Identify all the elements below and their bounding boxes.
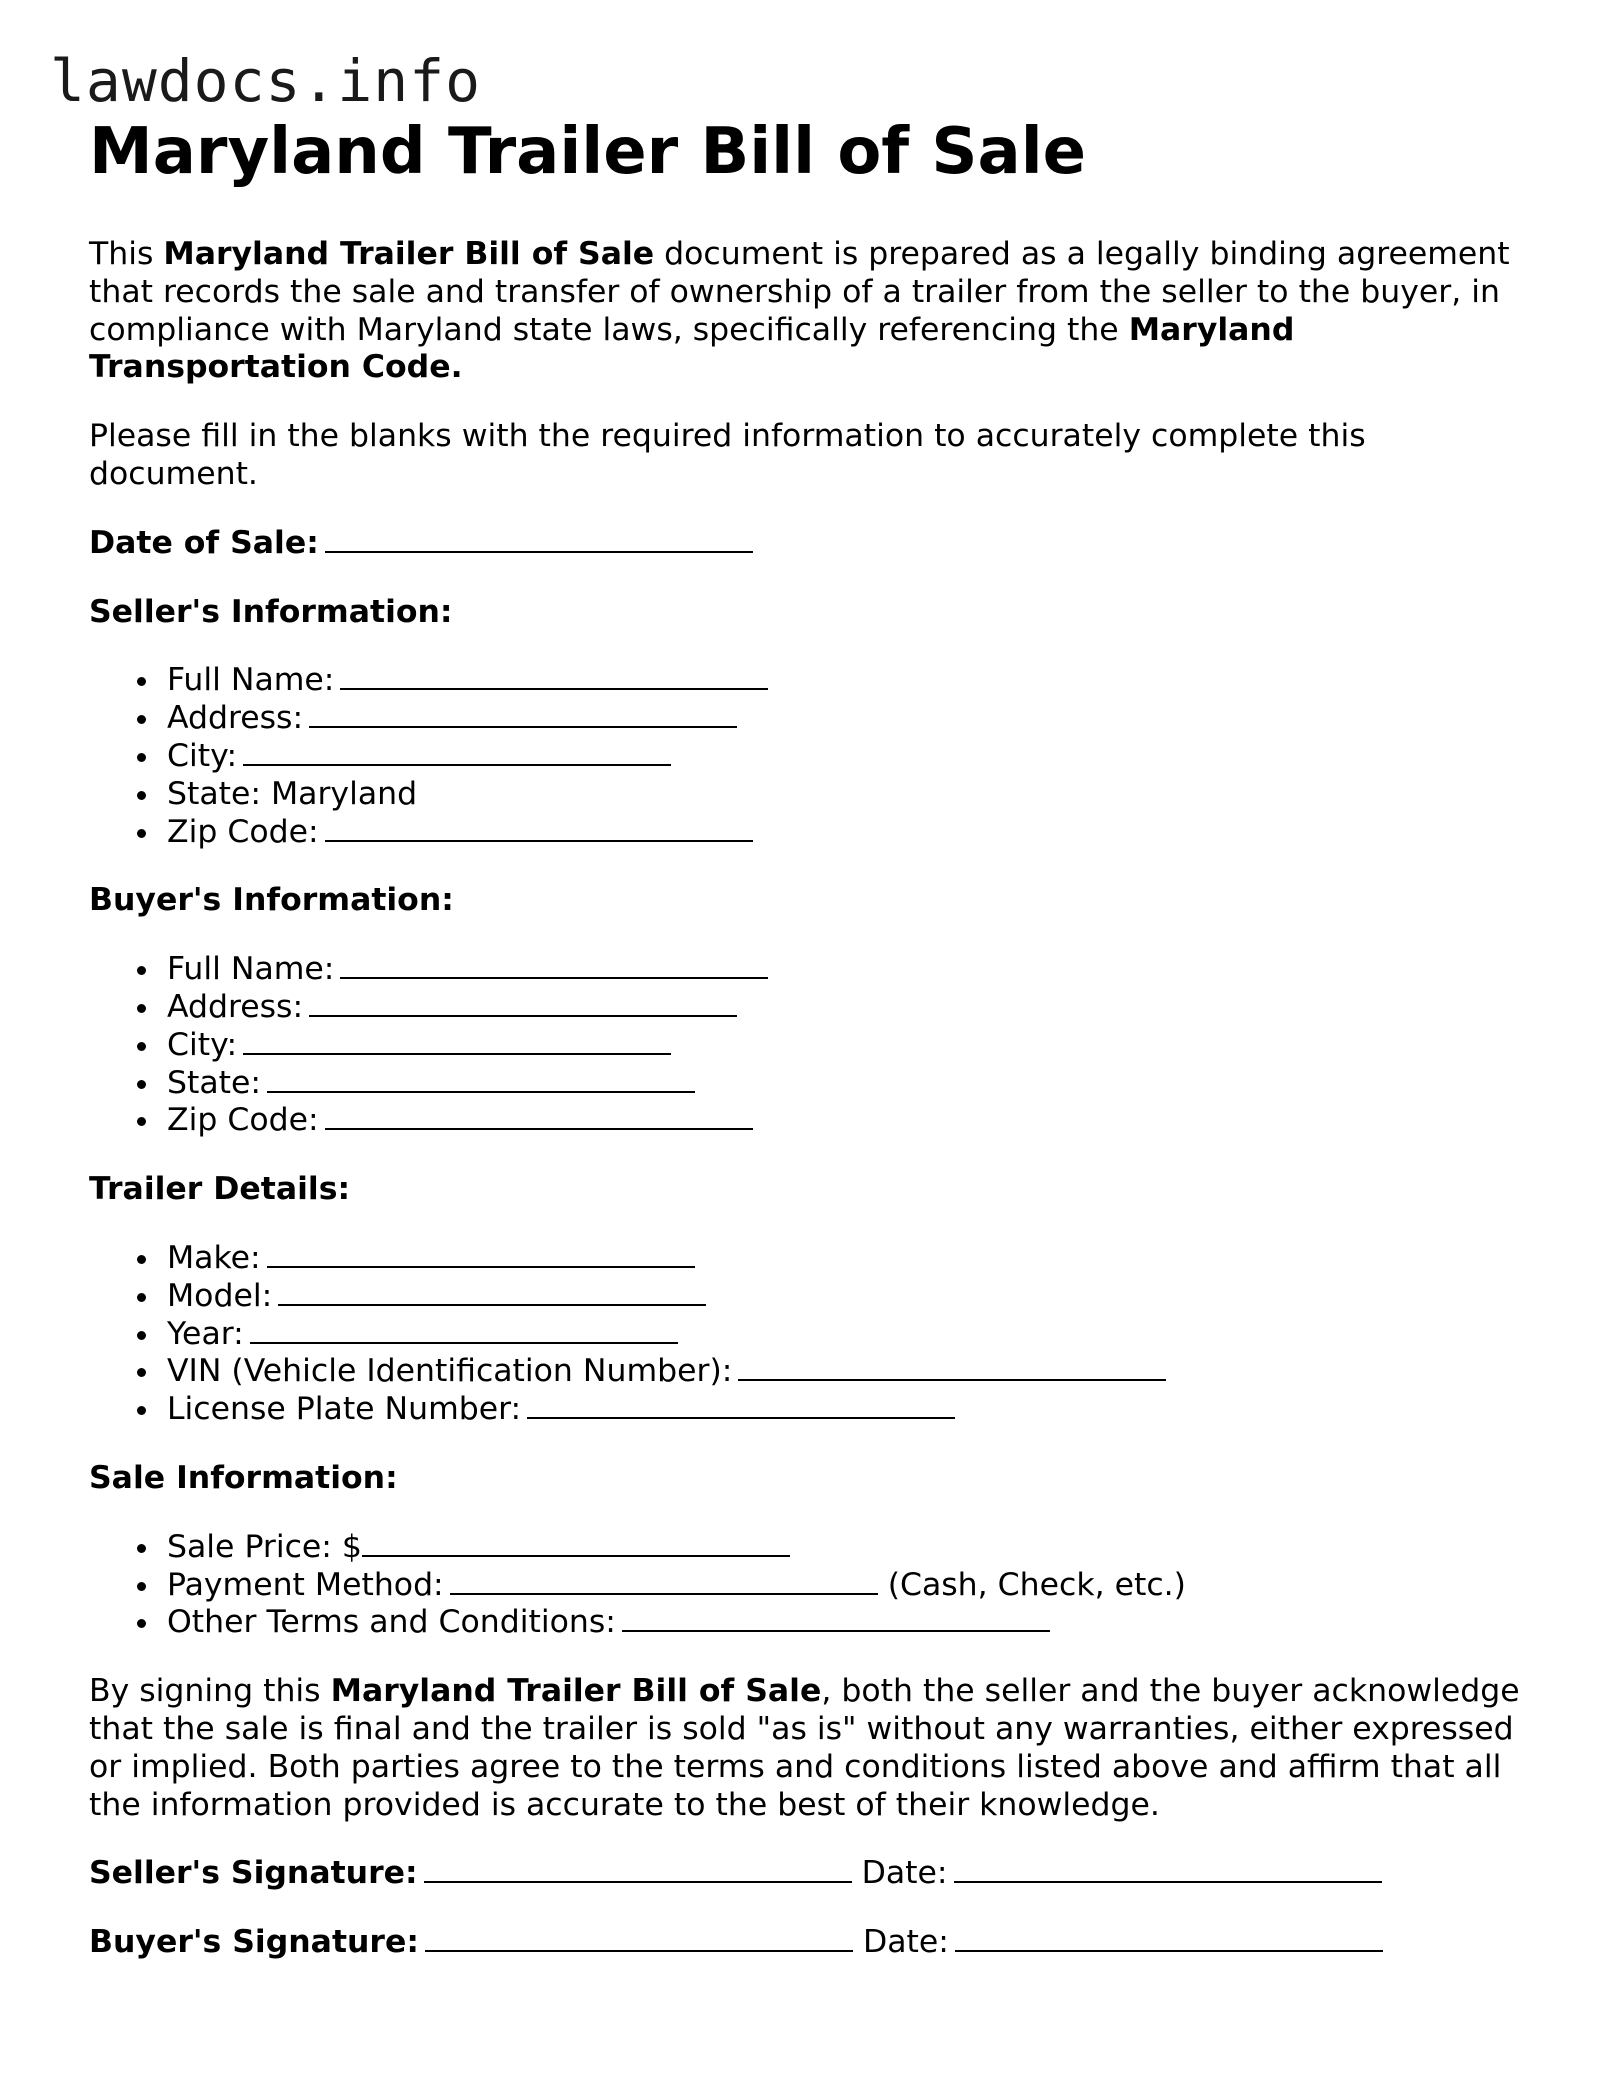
trailer-plate-label: License Plate Number: (167, 1391, 522, 1428)
trailer-plate-field[interactable] (527, 1391, 955, 1419)
intro-prefix: This (89, 236, 164, 272)
seller-full-name-label: Full Name: (167, 662, 335, 699)
trailer-year-label: Year: (167, 1315, 244, 1352)
trailer-list (89, 1240, 1529, 1429)
list-item (167, 1567, 1529, 1605)
seller-signature-label: Seller's Signature: (89, 1855, 418, 1892)
date-of-sale-label: Date of Sale: (89, 524, 319, 561)
buyer-zip-field[interactable] (325, 1102, 753, 1130)
payment-method-label: Payment Method: (167, 1566, 444, 1603)
buyer-state-field[interactable] (267, 1065, 695, 1093)
list-item (167, 951, 1529, 989)
payment-method-hint: (Cash, Check, etc.) (887, 1566, 1186, 1603)
intro-bold-code: Maryland Transportation Code. (89, 311, 1295, 386)
buyer-address-label: Address: (167, 988, 304, 1025)
seller-list (89, 662, 1529, 851)
sale-price-label: Sale Price: $ (167, 1528, 362, 1565)
seller-state-value: State: Maryland (167, 775, 418, 812)
seller-full-name-field[interactable] (340, 662, 768, 690)
trailer-vin-field[interactable] (738, 1353, 1166, 1381)
intro-bold-doc-name: Maryland Trailer Bill of Sale (163, 236, 655, 272)
seller-heading: Seller's Information: (89, 593, 453, 630)
payment-method-field[interactable] (450, 1567, 878, 1595)
buyer-city-label: City: (167, 1026, 238, 1063)
document (89, 112, 1529, 1962)
list-item (167, 1529, 1529, 1567)
list-item (167, 1102, 1529, 1140)
other-terms-label: Other Terms and Conditions: (167, 1604, 616, 1641)
seller-signature-field[interactable] (424, 1855, 852, 1883)
list-item (167, 989, 1529, 1027)
seller-zip-label: Zip Code: (167, 813, 319, 850)
list-item (167, 1065, 1529, 1103)
date-of-sale-row (89, 525, 1529, 563)
trailer-vin-label: VIN (Vehicle Identification Number): (167, 1353, 733, 1390)
list-item (167, 1316, 1529, 1354)
buyer-signature-row (89, 1924, 1529, 1962)
list-item (167, 1353, 1529, 1391)
seller-signature-row (89, 1855, 1529, 1893)
list-item (167, 738, 1529, 776)
buyer-signature-field[interactable] (425, 1924, 853, 1952)
buyer-date-field[interactable] (955, 1924, 1383, 1952)
page-title: Maryland Trailer Bill of Sale (89, 115, 1087, 189)
buyer-date-label: Date: (862, 1924, 949, 1961)
list-item (167, 1240, 1529, 1278)
buyer-full-name-field[interactable] (340, 951, 768, 979)
buyer-signature-label: Buyer's Signature: (89, 1924, 419, 1961)
list-item (167, 1604, 1529, 1642)
seller-date-label: Date: (861, 1855, 948, 1892)
trailer-make-label: Make: (167, 1239, 261, 1276)
seller-date-field[interactable] (954, 1855, 1382, 1883)
seller-zip-field[interactable] (325, 814, 753, 842)
buyer-list (89, 951, 1529, 1140)
trailer-make-field[interactable] (267, 1240, 695, 1268)
list-item (167, 662, 1529, 700)
closing-paragraph (89, 1673, 1529, 1824)
list-item (167, 1278, 1529, 1316)
seller-address-label: Address: (167, 700, 304, 737)
seller-address-field[interactable] (309, 700, 737, 728)
sale-price-field[interactable] (362, 1529, 790, 1557)
intro-middle: document is prepared as a legally binding agreement that records the sale and transfer of ownership of a trailer from the seller to the buyer, in compliance with Maryland state laws, specifically referencing the (89, 236, 1510, 348)
list-item (167, 1027, 1529, 1065)
date-of-sale-field[interactable] (325, 525, 753, 553)
trailer-model-label: Model: (167, 1277, 273, 1314)
sale-heading: Sale Information: (89, 1459, 398, 1496)
list-item (167, 1391, 1529, 1429)
buyer-state-label: State: (167, 1064, 261, 1101)
seller-city-field[interactable] (243, 738, 671, 766)
seller-city-label: City: (167, 737, 238, 774)
buyer-address-field[interactable] (309, 989, 737, 1017)
closing-bold-doc-name: Maryland Trailer Bill of Sale (330, 1673, 822, 1710)
closing-prefix: By signing this (89, 1673, 331, 1710)
other-terms-field[interactable] (622, 1604, 1050, 1632)
closing-rest: , both the seller and the buyer acknowledge that the sale is final and the trailer is sold "as is" without any warranties, either expressed or implied. Both parties agree to the terms and conditions listed above and affirm that all the information provided is accurate to the best of their knowledge. (89, 1673, 1520, 1823)
intro-paragraph (89, 236, 1529, 387)
trailer-model-field[interactable] (278, 1278, 706, 1306)
buyer-zip-label: Zip Code: (167, 1102, 319, 1139)
list-item (167, 700, 1529, 738)
buyer-city-field[interactable] (243, 1027, 671, 1055)
trailer-heading: Trailer Details: (89, 1171, 351, 1208)
trailer-year-field[interactable] (250, 1316, 678, 1344)
buyer-heading: Buyer's Information: (89, 882, 454, 919)
list-item (167, 814, 1529, 852)
instructions-paragraph: Please fill in the blanks with the required information to accurately complete this document. (89, 418, 1366, 492)
list-item (167, 776, 1529, 814)
buyer-full-name-label: Full Name: (167, 951, 335, 988)
sale-list (89, 1529, 1529, 1642)
watermark-logo: lawdocs.info (50, 47, 482, 115)
